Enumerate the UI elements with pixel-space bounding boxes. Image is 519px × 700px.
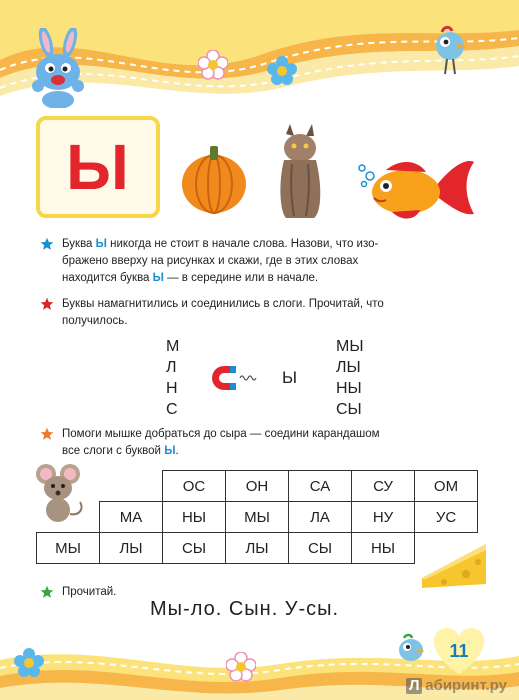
star-icon <box>40 297 54 311</box>
flower-icon <box>198 50 228 80</box>
page-number: 11 <box>449 640 469 661</box>
grid-cell: НЫ <box>352 533 415 564</box>
task-2 <box>40 296 480 332</box>
watermark <box>406 677 507 694</box>
grid-row <box>37 471 478 502</box>
fish-illustration <box>356 156 476 226</box>
grid-cell: НЫ <box>163 502 226 533</box>
star-icon <box>40 427 54 441</box>
syllable-item: МЫ <box>336 338 364 355</box>
grid-cell: СЫ <box>289 533 352 564</box>
cheese-illustration <box>420 538 488 590</box>
flower-icon <box>226 652 256 682</box>
grid-cell: СЫ <box>163 533 226 564</box>
grid-row <box>37 533 478 564</box>
task-1-line-1: Буква Ы никогда не стоит в начале слова. Назови, что изо- <box>62 238 379 250</box>
grid-cell <box>37 502 100 533</box>
grid-cell <box>37 471 100 502</box>
task-3-line-2: все слоги с буквой Ы. <box>62 445 179 457</box>
grid-cell: УС <box>415 502 478 533</box>
grid-cell: МЫ <box>226 502 289 533</box>
lynx-illustration <box>270 124 330 220</box>
magnet-icon <box>210 363 262 393</box>
consonant-item: Н <box>166 380 178 397</box>
grid-cell: ЛА <box>289 502 352 533</box>
reading-words: Мы-ло. Сын. У-сы. <box>150 598 340 620</box>
consonant-item: С <box>166 401 178 418</box>
task-2-line-1: Буквы намагнитились и соединились в слоги. Прочитай, что <box>62 298 384 310</box>
star-icon <box>40 237 54 251</box>
pumpkin-illustration <box>178 140 250 216</box>
grid-cell: МЫ <box>37 533 100 564</box>
grid-cell: СА <box>289 471 352 502</box>
vowel-letter: Ы <box>282 368 298 387</box>
task-4-line-1: Прочитай. <box>62 586 117 598</box>
letter-card <box>36 116 160 218</box>
grid-cell: НУ <box>352 502 415 533</box>
grid-cell: ЛЫ <box>100 533 163 564</box>
grid-cell: СУ <box>352 471 415 502</box>
task-1 <box>40 236 480 290</box>
grid-cell: ЛЫ <box>226 533 289 564</box>
consonant-item: М <box>166 338 180 355</box>
task-1-line-2: бражено вверху на рисунках и скажи, где в этих словах <box>62 255 359 267</box>
syllable-item: СЫ <box>336 401 362 418</box>
star-icon <box>40 585 54 599</box>
task-2-line-2: получилось. <box>62 315 128 327</box>
grid-cell: ОМ <box>415 471 478 502</box>
bird-illustration <box>430 24 470 78</box>
syllable-column <box>336 336 364 420</box>
watermark-badge: Л <box>406 678 422 694</box>
syllable-grid <box>36 470 478 564</box>
big-letter: Ы <box>66 131 130 203</box>
grid-row <box>37 502 478 533</box>
grid-cell <box>100 471 163 502</box>
grid-cell: ОН <box>226 471 289 502</box>
bird-illustration <box>394 632 428 666</box>
flower-icon <box>14 648 44 678</box>
consonant-item: Л <box>166 359 177 376</box>
grid-cell: ОС <box>163 471 226 502</box>
grid-cell: МА <box>100 502 163 533</box>
syllable-item: ЛЫ <box>336 359 361 376</box>
watermark-text: абиринт.ру <box>425 677 507 694</box>
task-1-line-3: находится буква Ы — в середине или в начале. <box>62 272 319 284</box>
task-3 <box>40 426 480 462</box>
bunny-illustration <box>26 28 92 108</box>
flower-icon <box>267 56 297 86</box>
consonant-column <box>166 336 179 420</box>
task-3-line-1: Помоги мышке добраться до сыра — соедини карандашом <box>62 428 380 440</box>
syllable-item: НЫ <box>336 380 362 397</box>
